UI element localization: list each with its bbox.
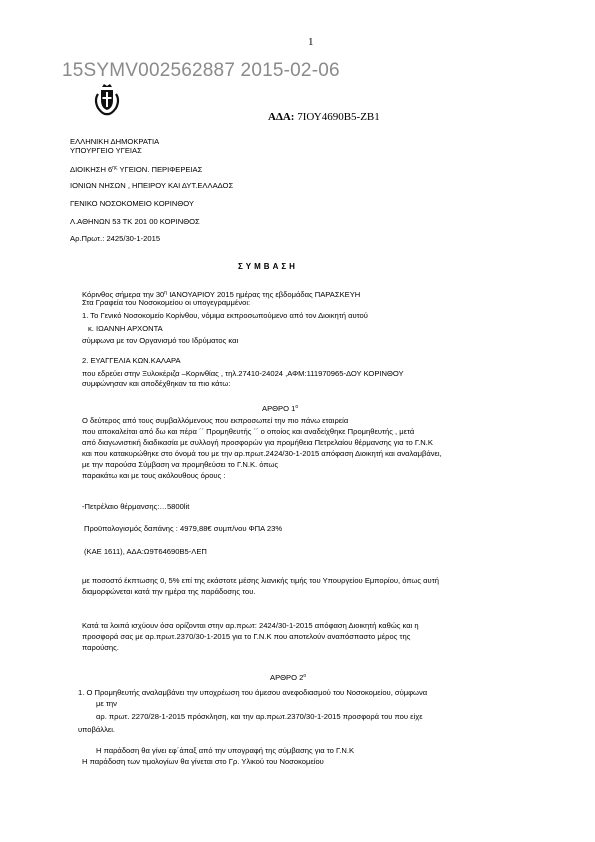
intro-date-line: Κόρινθος σήμερα την $30^\eta$ ΙΑΝΟΥΑΡΙΟΥ 2015 ημέρας της εβδομάδας ΠΑΡΑΣΚΕΥΗ: [82, 290, 361, 299]
other-terms-line: παρούσης.: [82, 643, 119, 652]
intro-line: Στα Γραφεία του Νοσοκομείου οι υπογεγραμμένοι:: [82, 298, 251, 307]
ada-code: [268, 111, 380, 123]
intro-line: κ. ΙΩΑΝΝΗ ΑΡΧΟΝΤΑ: [88, 324, 163, 333]
document-id: 15SYMV002562887 2015-02-06: [62, 60, 340, 81]
article2-line: 1. Ο Προμηθευτής αναλαμβάνει την υποχρέωση του άμεσου ανεφοδιασμού του Νοσοκομείου, σύμφωνα: [78, 688, 428, 697]
item-line: -Πετρέλαιο θέρμανσης:…5800lit: [82, 502, 190, 511]
party2-line: που εδρεύει στην Ξυλοκέριζα –Κορινθίας , τηλ.27410-24024 ,ΑΦΜ:111970965-ΔΟΥ ΚΟΡΙΝΘΟΥ: [82, 369, 404, 378]
article2-line: Η παράδοση των τιμολογίων θα γίνεται στο Γρ. Υλικού του Νοσοκομείου: [82, 757, 324, 766]
ada-value: 7ΙΟΥ4690Β5-ΖΒ1: [297, 111, 380, 123]
header-address: Λ.ΑΘΗΝΩΝ 53 ΤΚ 201 00 ΚΟΡΙΝΘΟΣ: [70, 217, 200, 226]
article1-line: και που κατακυρώθηκε στο όνομά του με την αρ.πρωτ.2424/30-1-2015 απόφαση Διοικητή και αναλαμβάνει,: [82, 449, 442, 458]
article2-line: υποβάλλει.: [78, 725, 116, 734]
kae-line: (ΚΑΕ 1611), ΑΔΑ:Ω9Τ64690Β5-ΛΕΠ: [84, 547, 207, 556]
header-country: ΕΛΛΗΝΙΚΗ ΔΗΜΟΚΡΑΤΙΑ: [70, 137, 160, 146]
intro-line: σύμφωνα με τον Οργανισμό του Ιδρύματος και: [82, 336, 239, 345]
discount-line: με ποσοστό έκπτωσης 0, 5% επί της εκάστοτε μέσης λιανικής τιμής του Υπουργείου Εμπορίου, όπως αυτή: [82, 576, 439, 585]
other-terms-line: Κατά τα λοιπά ισχύουν όσα ορίζονται στην αρ.πρωτ: 2424/30-1-2015 απόφαση Διοικητή καθώς και η: [82, 621, 419, 630]
header-protocol: Αρ.Πρωτ.: 2425/30-1-2015: [70, 234, 161, 243]
greek-coat-of-arms-icon: [92, 82, 122, 116]
page-number: 1: [308, 36, 314, 48]
header-ministry: ΥΠΟΥΡΓΕΙΟ ΥΓΕΙΑΣ: [70, 146, 142, 155]
ada-label: ΑΔΑ:: [268, 111, 295, 123]
article2-line: αρ. πρωτ. 2270/28-1-2015 πρόσκληση, και την αρ.πρωτ.2370/30-1-2015 προσφορά του που είχε: [96, 712, 423, 721]
article2-line: με την: [96, 699, 117, 708]
document-title: ΣΥΜΒΑΣΗ: [238, 262, 298, 271]
article1-line: με την παρούσα Σύμβαση να προμηθεύσει το Γ.Ν.Κ. όπως: [82, 460, 279, 469]
article1-line: Ο δεύτερος από τους συμβαλλόμενους που εκπροσωπεί την πιο πάνω εταιρεία: [82, 416, 349, 425]
article1-heading: ΑΡΘΡΟ $1^o$: [262, 404, 299, 413]
article2-heading: ΑΡΘΡΟ $2^o$: [270, 673, 307, 682]
article1-line: από διαγωνιστική διαδικασία με συλλογή προσφορών για προμήθεια Πετρελαίου θέρμανσης για το Γ.Ν.Κ: [82, 438, 433, 447]
article1-line: που αποκαλείται από δω και πέρα ´´ Προμηθευτής ´´ ο οποίος και αναδείχθηκε Προμηθευτής , μετά: [82, 427, 415, 436]
budget-line: Προϋπολογισμός δαπάνης : 4979,88€ συμπ/νου ΦΠΑ 23%: [84, 524, 283, 533]
header-administration: ΔΙΟΙΚΗΣΗ $6^{\eta\varsigma}$ ΥΓΕΙΟΝ. ΠΕΡΙΦΕΡΕΙΑΣ: [70, 165, 203, 174]
intro-line: 1. Το Γενικό Νοσοκομείο Κορίνθου, νόμιμα εκπροσωπούμενο από τον Διοικητή αυτού: [82, 311, 368, 320]
other-terms-line: προσφορά σας με αρ.πρωτ.2370/30-1-2015 για το Γ.Ν.Κ που αποτελούν αναπόσπαστο μέρος της: [82, 632, 411, 641]
article1-line: παρακάτω και με τους ακόλουθους όρους :: [82, 471, 226, 480]
header-hospital: ΓΕΝΙΚΟ ΝΟΣΟΚΟΜΕΙΟ ΚΟΡΙΝΘΟΥ: [70, 199, 194, 208]
party2-line: συμφώνησαν και αποδέχθηκαν τα πιο κάτω:: [82, 379, 231, 388]
party2-line: 2. ΕΥΑΓΓΕΛΙΑ ΚΩΝ.ΚΑΛΑΡΑ: [82, 356, 181, 365]
article2-line: Η παράδοση θα γίνει εφ΄άπαξ από την υπογραφή της σύμβασης για το Γ.Ν.Κ: [96, 746, 355, 755]
header-region: ΙΟΝΙΩΝ ΝΗΣΩΝ , ΗΠΕΙΡΟΥ ΚΑΙ ΔΥΤ.ΕΛΛΑΔΟΣ: [70, 181, 234, 190]
discount-line: διαμορφώνεται κατά την ημέρα της παράδοσης του.: [82, 587, 256, 596]
